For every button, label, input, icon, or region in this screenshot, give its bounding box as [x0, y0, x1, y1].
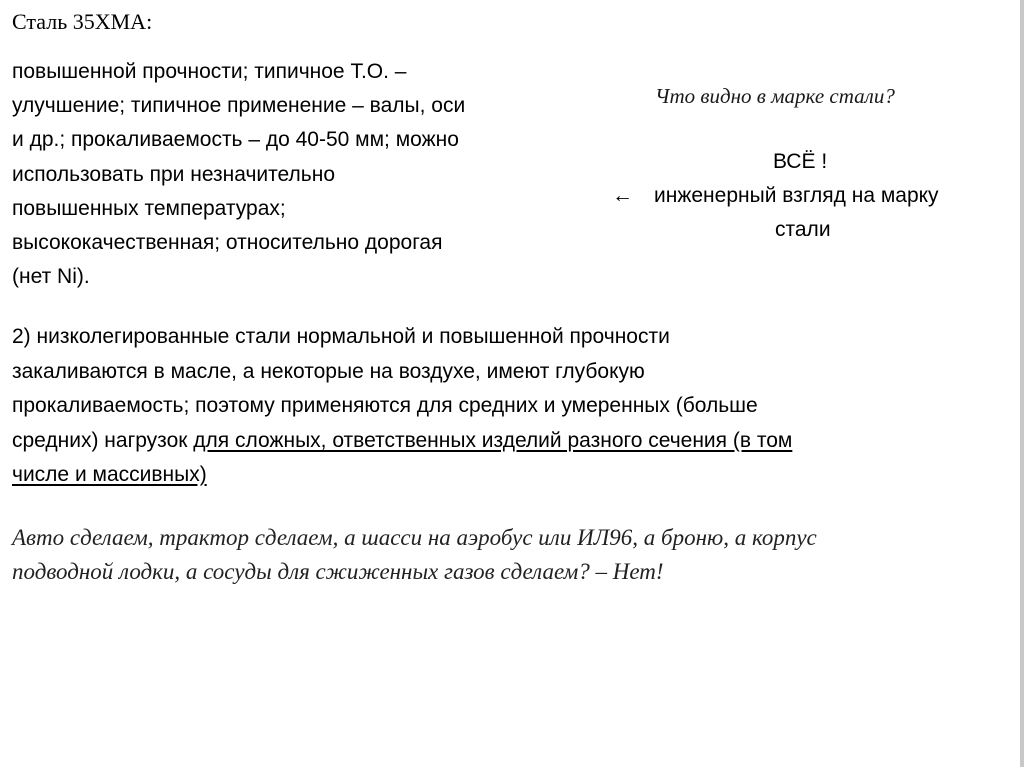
- properties-line: (нет Ni).: [12, 265, 90, 289]
- properties-line: использовать при незначительно: [12, 162, 335, 186]
- answer-line: инженерный взгляд на марку: [654, 184, 939, 207]
- conclusion-text: [12, 521, 1012, 589]
- properties-line: повышенных температурах;: [12, 196, 286, 220]
- properties-line: высококачественная; относительно дорогая: [12, 231, 443, 255]
- underlined-text: числе и массивных): [12, 463, 207, 486]
- answer-line: стали: [775, 218, 831, 241]
- paragraph-line: [12, 458, 1012, 493]
- properties-line: повышенной прочности; типичное Т.О. –: [12, 60, 407, 83]
- underlined-text: для сложных, ответственных изделий разного сечения (в том: [193, 428, 793, 452]
- low-alloy-paragraph: [12, 320, 1012, 493]
- answer-all-text: ВСЁ !: [773, 150, 828, 173]
- slide-title: Сталь 35ХМА:: [12, 9, 153, 34]
- properties-line: улучшение; типичное применение – валы, оси: [12, 94, 466, 118]
- paragraph-line: закаливаются в масле, а некоторые на воздухе, имеют глубокую: [12, 359, 645, 383]
- arrow-left-icon: ←: [612, 184, 633, 207]
- conclusion-line: Авто сделаем, трактор сделаем, а шасси на аэробус или ИЛ96, а броню, а корпус: [12, 525, 817, 550]
- question-text: Что видно в марке стали?: [655, 84, 895, 108]
- paragraph-line: [12, 424, 1012, 459]
- paragraph-line: прокаливаемость; поэтому применяются для средних и умеренных (больше: [12, 394, 758, 417]
- paragraph-line: 2) низколегированные стали нормальной и повышенной прочности: [12, 325, 670, 348]
- steel-properties-text: [12, 55, 602, 294]
- conclusion-line: подводной лодки, а сосуды для сжиженных газов сделаем? – Нет!: [12, 559, 664, 584]
- properties-line: и др.; прокаливаемость – до 40-50 мм; можно: [12, 128, 459, 152]
- paragraph-plain-text: средних) нагрузок: [12, 428, 194, 452]
